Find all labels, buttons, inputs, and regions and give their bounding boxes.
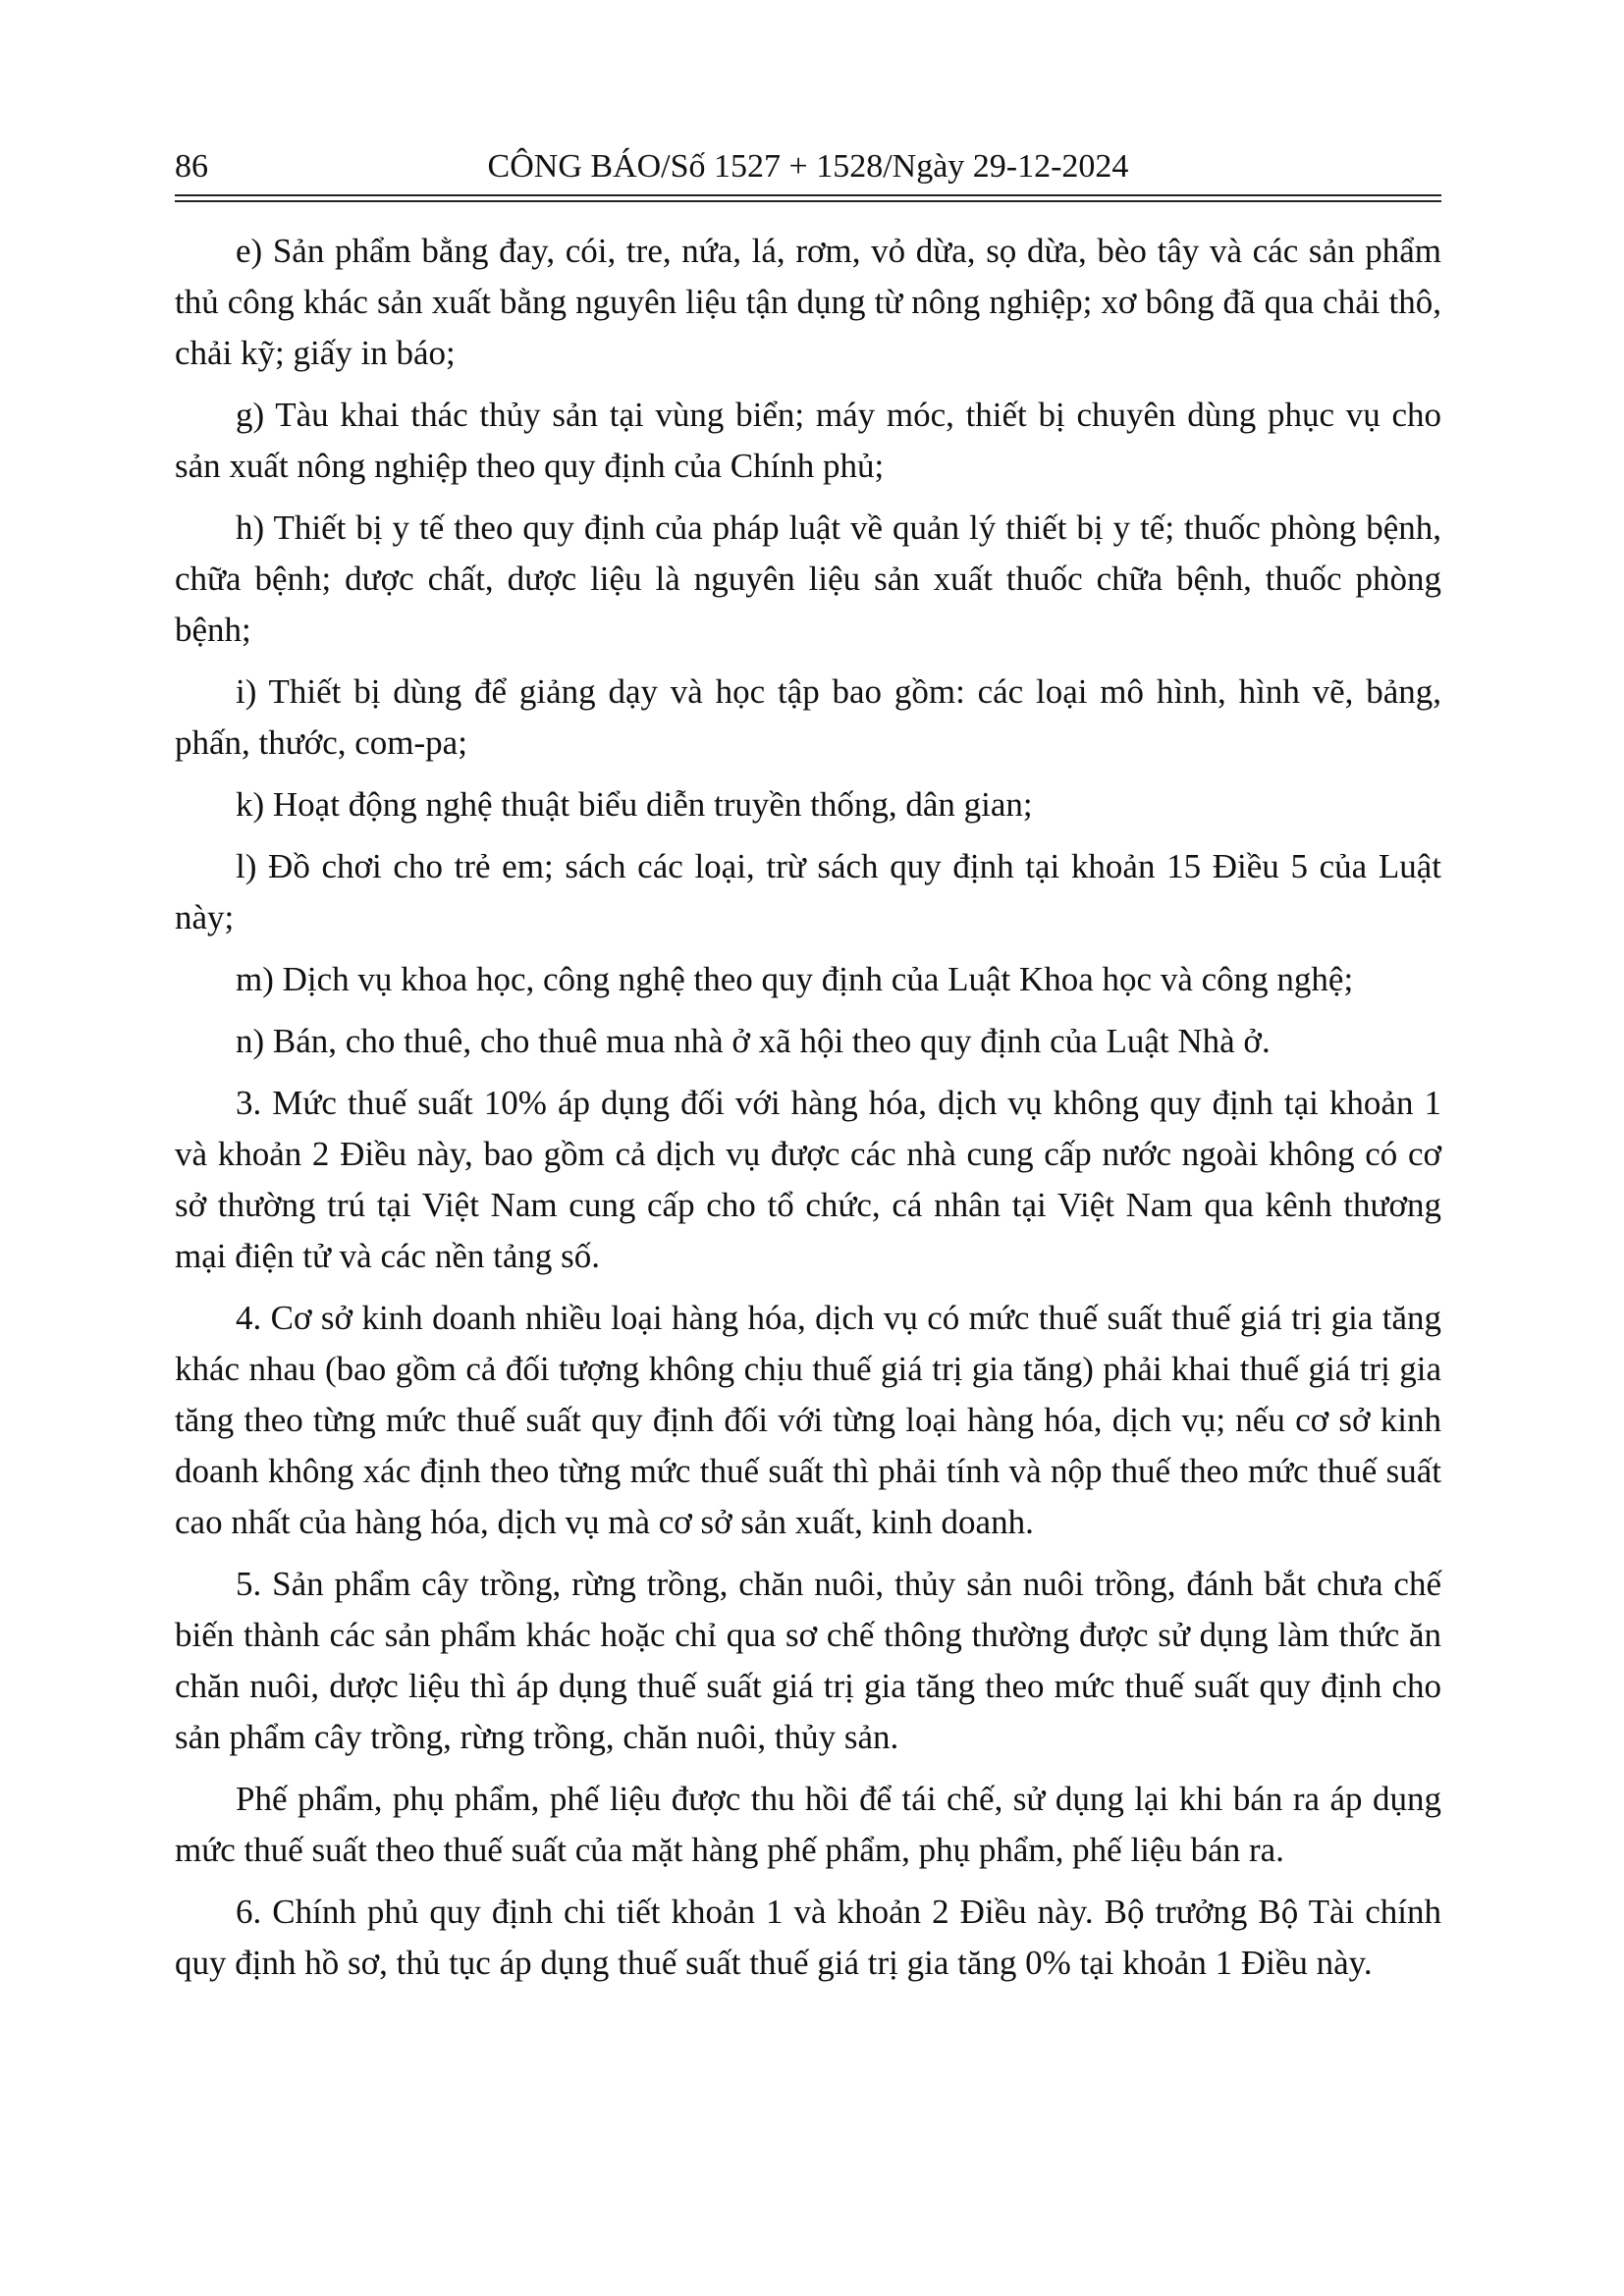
page-header — [175, 139, 1441, 194]
paragraph-clause-6: 6. Chính phủ quy định chi tiết khoản 1 và khoản 2 Điều này. Bộ trưởng Bộ Tài chính quy định hồ sơ, thủ tục áp dụng thuế suất thuế giá trị gia tăng 0% tại khoản 1 Điều này. — [175, 1893, 1441, 1982]
header-rule-bottom — [175, 200, 1441, 202]
paragraph-i: i) Thiết bị dùng để giảng dạy và học tập bao gồm: các loại mô hình, hình vẽ, bảng, phấn, thước, com-pa; — [175, 672, 1441, 762]
paragraph-m: m) Dịch vụ khoa học, công nghệ theo quy định của Luật Khoa học và công nghệ; — [236, 960, 1354, 998]
paragraph-clause-3: 3. Mức thuế suất 10% áp dụng đối với hàng hóa, dịch vụ không quy định tại khoản 1 và khoản 2 Điều này, bao gồm cả dịch vụ được các nhà cung cấp nước ngoài không có cơ sở thường trú tại Việt Nam cung cấp cho tổ chức, cá nhân tại Việt Nam qua kênh thương mại điện tử và các nền tảng số. — [175, 1084, 1441, 1275]
paragraph-clause-5-byproducts: Phế phẩm, phụ phẩm, phế liệu được thu hồi để tái chế, sử dụng lại khi bán ra áp dụng mức thuế suất theo thuế suất của mặt hàng phế phẩm, phụ phẩm, phế liệu bán ra. — [175, 1780, 1441, 1869]
paragraph-g: g) Tàu khai thác thủy sản tại vùng biển; máy móc, thiết bị chuyên dùng phục vụ cho sản xuất nông nghiệp theo quy định của Chính phủ; — [175, 396, 1441, 485]
gazette-title: CÔNG BÁO/Số 1527 + 1528/Ngày 29-12-2024 — [487, 148, 1129, 185]
paragraph-h: h) Thiết bị y tế theo quy định của pháp luật về quản lý thiết bị y tế; thuốc phòng bệnh, chữa bệnh; dược chất, dược liệu là nguyên liệu sản xuất thuốc chữa bệnh, thuốc phòng bệnh; — [175, 508, 1441, 649]
paragraph-clause-5: 5. Sản phẩm cây trồng, rừng trồng, chăn nuôi, thủy sản nuôi trồng, đánh bắt chưa chế biến thành các sản phẩm khác hoặc chỉ qua sơ chế thông thường được sử dụng làm thức ăn chăn nuôi, dược liệu thì áp dụng thuế suất giá trị gia tăng theo mức thuế suất quy định cho sản phẩm cây trồng, rừng trồng, chăn nuôi, thủy sản. — [175, 1565, 1441, 1756]
paragraph-l: l) Đồ chơi cho trẻ em; sách các loại, trừ sách quy định tại khoản 15 Điều 5 của Luật này; — [175, 847, 1441, 936]
page-number: 86 — [175, 148, 208, 185]
paragraph-n: n) Bán, cho thuê, cho thuê mua nhà ở xã hội theo quy định của Luật Nhà ở. — [236, 1022, 1271, 1060]
document-body — [175, 226, 1441, 2000]
paragraph-clause-4: 4. Cơ sở kinh doanh nhiều loại hàng hóa, dịch vụ có mức thuế suất thuế giá trị gia tăng khác nhau (bao gồm cả đối tượng không chịu thuế giá trị gia tăng) phải khai thuế giá trị gia tăng theo từng mức thuế suất quy định đối với từng loại hàng hóa, dịch vụ; nếu cơ sở kinh doanh không xác định theo từng mức thuế suất thì phải tính và nộp thuế theo mức thuế suất cao nhất của hàng hóa, dịch vụ mà cơ sở sản xuất, kinh doanh. — [175, 1299, 1441, 1541]
paragraph-k: k) Hoạt động nghệ thuật biểu diễn truyền thống, dân gian; — [236, 785, 1033, 824]
paragraph-e: e) Sản phẩm bằng đay, cói, tre, nứa, lá, rơm, vỏ dừa, sọ dừa, bèo tây và các sản phẩm thủ công khác sản xuất bằng nguyên liệu tận dụng từ nông nghiệp; xơ bông đã qua chải thô, chải kỹ; giấy in báo; — [175, 232, 1441, 372]
header-rule-top — [175, 194, 1441, 196]
